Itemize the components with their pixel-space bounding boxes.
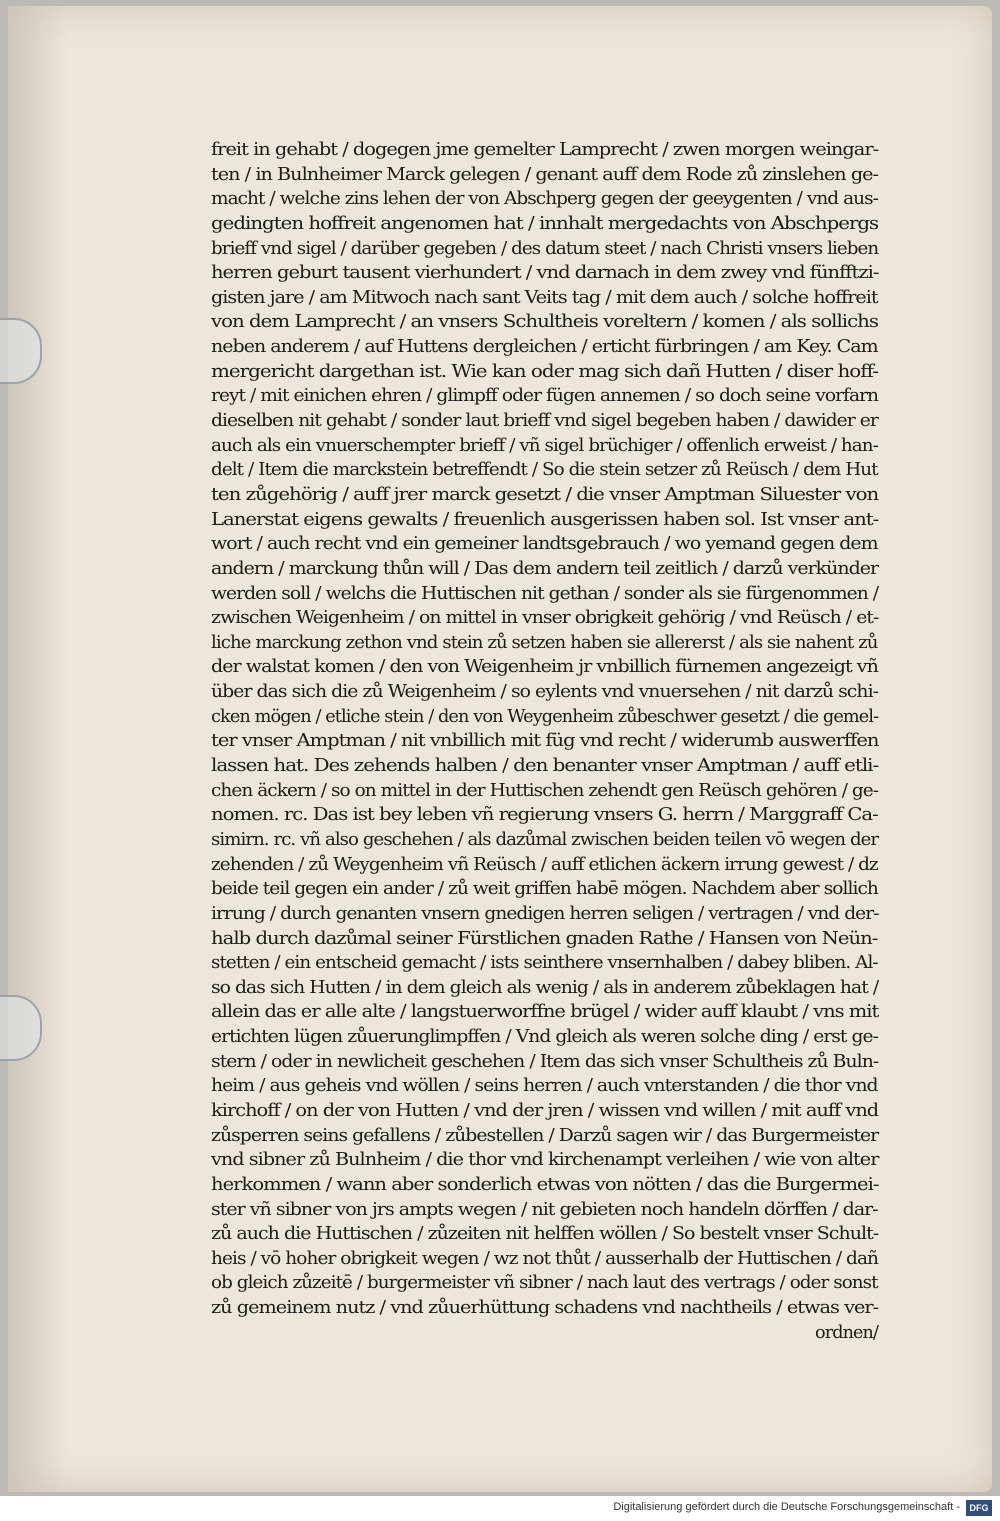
text-line: reyt / mit einichen ehren / glimpff oder fügen annemen / so doch seine vorfarn [211, 386, 879, 407]
text-line: lassen hat. Des zehends halben / den benanter vnser Amptman / auff etli- [211, 756, 879, 777]
text-line: liche marckung zethon vnd stein zů setzen haben sie allererst / als sie nahent zů [211, 632, 878, 653]
text-line: zwischen Weigenheim / on mittel in vnser obrigkeit gehörig / vnd Reüsch / et- [211, 608, 879, 629]
text-line: so das sich Hutten / in dem gleich als wenig / als in anderem zůbeklagen hat / [211, 977, 879, 998]
text-line: über das sich die zů Weigenheim / so eylents vnd vnuersehen / nit darzů schi- [211, 682, 879, 703]
text-line: andern / marckung thůn will / Das dem andern teil zeitlich / darzů verkünder [211, 558, 879, 579]
text-line: heis / vō hoher obrigkeit wegen / wz not thůt / ausserhalb der Huttischen / dañ [211, 1248, 879, 1269]
text-line: auch als ein vnuerschempter brieff / vñ sigel brüchiger / offenlich erweist / han- [211, 435, 878, 456]
catchword: ordnen/ [815, 1322, 878, 1343]
text-line: brieff vnd sigel / darüber gegeben / des datum steet / nach Christi vnsers lieben [211, 238, 879, 259]
text-line: ten zůgehörig / auff jrer marck gesetzt / die vnser Amptman Siluester von [211, 484, 879, 505]
text-line: beide teil gegen ein ander / zů weit griffen habē mögen. Nachdem aber sollich [211, 879, 878, 900]
text-line: chen äckern / so on mittel in der Huttischen zehendt gen Reüsch gehören / ge- [211, 780, 879, 801]
text-line: neben anderem / auf Huttens dergleichen / erticht fürbringen / am Key. Cam [211, 337, 878, 358]
text-line: ter vnser Amptman / nit vnbillich mit füg vnd recht / widerumb auswerffen [211, 731, 879, 752]
text-line: dieselben nit gehabt / sonder laut brieff vnd sigel begeben haben / dawider er [211, 411, 878, 432]
text-line: delt / Item die marckstein betreffendt / So die stein setzer zů Reüsch / dem Hut [211, 460, 878, 481]
text-line: heim / aus geheis vnd wöllen / seins herren / auch vnterstanden / die thor vnd [211, 1076, 878, 1097]
footer-bar [0, 1497, 1000, 1521]
text-line: freit in gehabt / dogegen jme gemelter Lamprecht / zwen morgen weingar- [211, 140, 879, 160]
text-line: stetten / ein entscheid gemacht / ists seinthere vnsernhalben / dabey bliben. Al- [211, 953, 878, 974]
text-line: zehenden / zů Weygenheim vñ Reüsch / auff etlichen äckern irrung gewest / dz [211, 854, 878, 875]
text-line: ob gleich zůzeitē / burgermeister vñ sibner / nach laut des vertrags / oder sonst [211, 1273, 878, 1294]
text-line: allein das er alle alte / langstuerworffne brügel / wider auff klaubt / vns mit [211, 1002, 879, 1023]
text-line: herren geburt tausent vierhundert / vnd darnach in dem zwey vnd fünfftzi- [211, 263, 879, 284]
text-line: wort / auch recht vnd ein gemeiner landtsgebrauch / wo yemand gegen dem [211, 534, 878, 555]
text-line: zůsperren seins gefallens / zůbestellen / Darzů sagen wir / das Burgermeister [211, 1125, 879, 1146]
text-line: simirn. rc. vñ also geschehen / als dazůmal zwischen beiden teilen vō wegen der [211, 829, 879, 850]
text-line: gedingten hoffreit angenomen hat / innhalt mergedachts von Abschpergs [211, 213, 879, 234]
text-line: von dem Lamprecht / an vnsers Schultheis voreltern / komen / als sollichs [211, 312, 878, 333]
text-line: zů auch die Huttischen / zůzeiten nit helffen wöllen / So bestelt vnser Schult- [211, 1224, 879, 1245]
text-line: kirchoff / on der von Hutten / vnd der jren / wissen vnd willen / mit auff vnd [211, 1100, 879, 1121]
text-line: ten / in Bulnheimer Marck gelegen / genant auff dem Rode zů zinslehen ge- [211, 164, 879, 185]
text-line: der walstat komen / den von Weigenheim jr vnbillich fürnemen angezeigt vñ [211, 657, 878, 678]
text-line: gisten jare / am Mitwoch nach sant Veits tag / mit dem auch / solche hoffreit [211, 287, 878, 308]
text-line: stern / oder in newlicheit geschehen / Item das sich vnser Schultheis zů Buln- [211, 1051, 879, 1072]
funding-credit: Digitalisierung gefördert durch die Deutsche Forschungsgemeinschaft - [613, 1501, 960, 1513]
text-line: ster vñ sibner von jrs ampts wegen / nit gebieten noch handeln dörffen / dar- [211, 1199, 878, 1220]
text-line: ertichten lügen zůuerunglimpffen / Vnd gleich als weren solche ding / erst ge- [211, 1027, 878, 1048]
text-line: herkommen / wann aber sonderlich etwas von nötten / das die Burgermei- [211, 1174, 879, 1195]
text-line: cken mögen / etliche stein / den von Weygenheim zůbeschwer gesetzt / die gemel- [211, 706, 879, 727]
text-line: nomen. rc. Das ist bey leben vñ regierung vnsers G. herrn / Marggraff Ca- [211, 805, 878, 826]
dfg-logo: DFG [966, 1500, 992, 1516]
text-line: mergericht dargethan ist. Wie kan oder mag sich dañ Hutten / diser hoff- [211, 361, 878, 382]
page-gutter-shadow [8, 6, 68, 1492]
text-line: zů gemeinem nutz / vnd zůuerhüttung schadens vnd nachtheils / etwas ver- [211, 1298, 879, 1319]
body-text [211, 138, 878, 1345]
text-line: vnd sibner zů Bulnheim / die thor vnd kirchenampt verleihen / wie von alter [211, 1150, 879, 1171]
text-line: werden soll / welchs die Huttischen nit gethan / sonder als sie fürgenommen / [211, 583, 879, 604]
text-line: irrung / durch genanten vnsern gnedigen herren seligen / vertragen / vnd der- [211, 903, 879, 924]
text-line: macht / welche zins lehen der von Abschperg gegen der geeygenten / vnd aus- [211, 189, 878, 210]
text-line: Lanerstat eigens gewalts / freuenlich ausgerissen haben sol. Ist vnser ant- [211, 509, 879, 530]
text-line: halb durch dazůmal seiner Fürstlichen gnaden Rathe / Hansen von Neün- [211, 928, 878, 949]
